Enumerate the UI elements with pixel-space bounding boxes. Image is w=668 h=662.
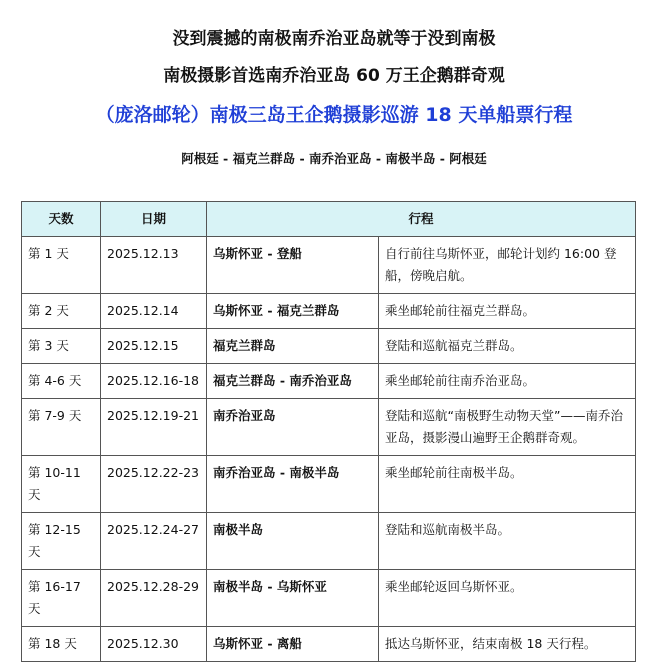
row-date: 2025.12.15: [101, 329, 207, 364]
title-line-3: （庞洛邮轮）南极三岛王企鹅摄影巡游 18 天单船票行程: [95, 104, 573, 126]
row-place: 南极半岛: [207, 513, 379, 570]
title-line-1: 没到震撼的南极南乔治亚岛就等于没到南极: [172, 29, 496, 49]
row-place: 乌斯怀亚 - 离船: [207, 627, 379, 662]
row-description: 乘坐邮轮前往南极半岛。: [379, 456, 636, 513]
row-day: 第 12-15 天: [22, 513, 101, 570]
row-description: 乘坐邮轮前往南乔治亚岛。: [379, 364, 636, 399]
table-row: [22, 294, 636, 329]
row-description: 自行前往乌斯怀亚，邮轮计划约 16:00 登船，傍晚启航。: [379, 237, 636, 294]
table-row: [22, 627, 636, 662]
row-date: 2025.12.28-29: [101, 570, 207, 627]
table-row: [22, 364, 636, 399]
row-place: 南乔治亚岛 - 南极半岛: [207, 456, 379, 513]
row-date: 2025.12.16-18: [101, 364, 207, 399]
route-line: 阿根廷 - 福克兰群岛 - 南乔治亚岛 - 南极半岛 - 阿根廷: [181, 151, 487, 166]
row-date: 2025.12.30: [101, 627, 207, 662]
row-date: 2025.12.22-23: [101, 456, 207, 513]
row-day: 第 3 天: [22, 329, 101, 364]
table-row: [22, 237, 636, 294]
itinerary-table: [21, 201, 636, 662]
header-date: 日期: [101, 202, 207, 237]
row-place: 南乔治亚岛: [207, 399, 379, 456]
table-row: [22, 456, 636, 513]
row-place: 福克兰群岛: [207, 329, 379, 364]
table-header-row: [22, 202, 636, 237]
row-description: 登陆和巡航南极半岛。: [379, 513, 636, 570]
row-day: 第 1 天: [22, 237, 101, 294]
row-place: 乌斯怀亚 - 福克兰群岛: [207, 294, 379, 329]
row-day: 第 7-9 天: [22, 399, 101, 456]
table-row: [22, 513, 636, 570]
row-day: 第 10-11 天: [22, 456, 101, 513]
table-row: [22, 570, 636, 627]
row-date: 2025.12.24-27: [101, 513, 207, 570]
row-description: 抵达乌斯怀亚，结束南极 18 天行程。: [379, 627, 636, 662]
title-line-2: 南极摄影首选南乔治亚岛 60 万王企鹅群奇观: [163, 66, 505, 86]
row-description: 乘坐邮轮返回乌斯怀亚。: [379, 570, 636, 627]
row-description: 登陆和巡航福克兰群岛。: [379, 329, 636, 364]
row-day: 第 16-17 天: [22, 570, 101, 627]
header-itinerary: 行程: [207, 202, 636, 237]
row-day: 第 2 天: [22, 294, 101, 329]
table-row: [22, 399, 636, 456]
row-date: 2025.12.14: [101, 294, 207, 329]
row-date: 2025.12.19-21: [101, 399, 207, 456]
table-row: [22, 329, 636, 364]
row-date: 2025.12.13: [101, 237, 207, 294]
row-place: 南极半岛 - 乌斯怀亚: [207, 570, 379, 627]
row-day: 第 18 天: [22, 627, 101, 662]
row-description: 乘坐邮轮前往福克兰群岛。: [379, 294, 636, 329]
row-place: 福克兰群岛 - 南乔治亚岛: [207, 364, 379, 399]
header-day: 天数: [22, 202, 101, 237]
row-day: 第 4-6 天: [22, 364, 101, 399]
row-place: 乌斯怀亚 - 登船: [207, 237, 379, 294]
row-description: 登陆和巡航“南极野生动物天堂”——南乔治亚岛，摄影漫山遍野王企鹅群奇观。: [379, 399, 636, 456]
